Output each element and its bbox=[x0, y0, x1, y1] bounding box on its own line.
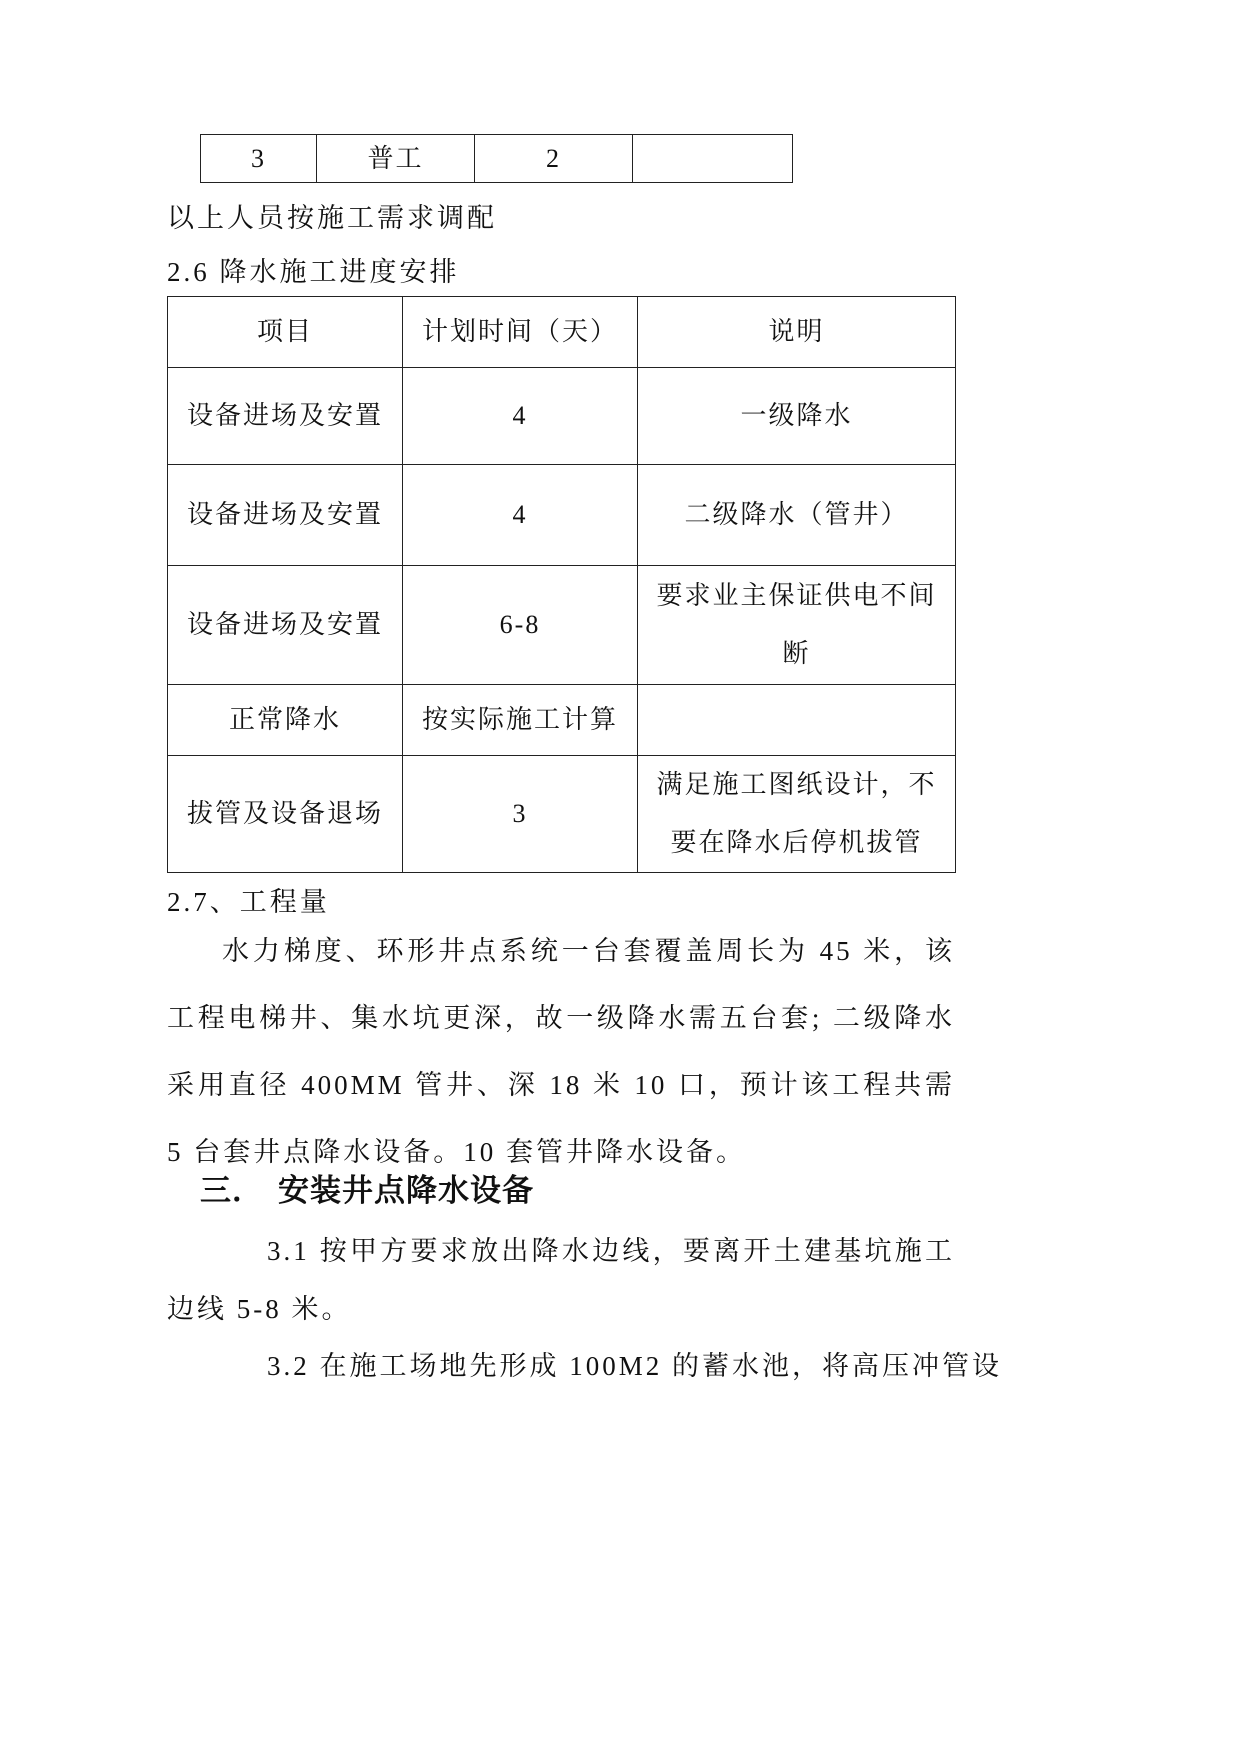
section-heading bbox=[200, 1165, 534, 1210]
section-title: 安装井点降水设备 bbox=[278, 1173, 534, 1209]
section-number: 三． bbox=[200, 1173, 264, 1209]
column-header: 计划时间（天） bbox=[403, 297, 638, 368]
item-cell: 正常降水 bbox=[168, 685, 403, 756]
note-cell: 要求业主保证供电不间断 bbox=[638, 566, 956, 685]
table-row bbox=[201, 135, 793, 183]
item-cell: 拔管及设备退场 bbox=[168, 756, 403, 873]
row-number-cell: 3 bbox=[201, 135, 317, 183]
item-cell: 设备进场及安置 bbox=[168, 465, 403, 566]
count-cell: 2 bbox=[475, 135, 633, 183]
duration-cell: 按实际施工计算 bbox=[403, 685, 638, 756]
schedule-table bbox=[167, 296, 956, 873]
duration-cell: 6-8 bbox=[403, 566, 638, 685]
item-cell: 设备进场及安置 bbox=[168, 566, 403, 685]
remark-cell bbox=[633, 135, 793, 183]
note-cell: 满足施工图纸设计，不要在降水后停机拔管 bbox=[638, 756, 956, 873]
table-row bbox=[168, 465, 956, 566]
duration-cell: 4 bbox=[403, 465, 638, 566]
quantities-paragraph: 水力梯度、环形井点系统一台套覆盖周长为 45 米，该工程电梯井、集水坑更深，故一级降水需五台套; 二级降水采用直径 400MM 管井、深 18 米 10 口，预计该工程共需 5 台套井点降水设备。10 套管井降水设备。 bbox=[167, 936, 955, 1167]
table-row bbox=[168, 566, 956, 685]
duration-cell: 4 bbox=[403, 368, 638, 465]
duration-cell: 3 bbox=[403, 756, 638, 873]
item-cell: 设备进场及安置 bbox=[168, 368, 403, 465]
table-row bbox=[168, 368, 956, 465]
table-row bbox=[168, 756, 956, 873]
column-header: 说明 bbox=[638, 297, 956, 368]
worker-type-cell: 普工 bbox=[317, 135, 475, 183]
staff-table-fragment bbox=[200, 134, 793, 183]
column-header: 项目 bbox=[168, 297, 403, 368]
table-row bbox=[168, 685, 956, 756]
note-cell bbox=[638, 685, 956, 756]
schedule-heading: 2.6 降水施工进度安排 bbox=[167, 257, 460, 287]
note-cell: 二级降水（管井） bbox=[638, 465, 956, 566]
note-cell: 一级降水 bbox=[638, 368, 956, 465]
paragraph-3-2: 3.2 在施工场地先形成 100M2 的蓄水池，将高压冲管设 bbox=[267, 1351, 1003, 1381]
paragraph-3-1: 3.1 按甲方要求放出降水边线，要离开土建基坑施工边线 5-8 米。 bbox=[167, 1236, 955, 1324]
quantities-heading: 2.7、工程量 bbox=[167, 887, 330, 917]
table-header-row bbox=[168, 297, 956, 368]
staff-note: 以上人员按施工需求调配 bbox=[167, 203, 497, 233]
